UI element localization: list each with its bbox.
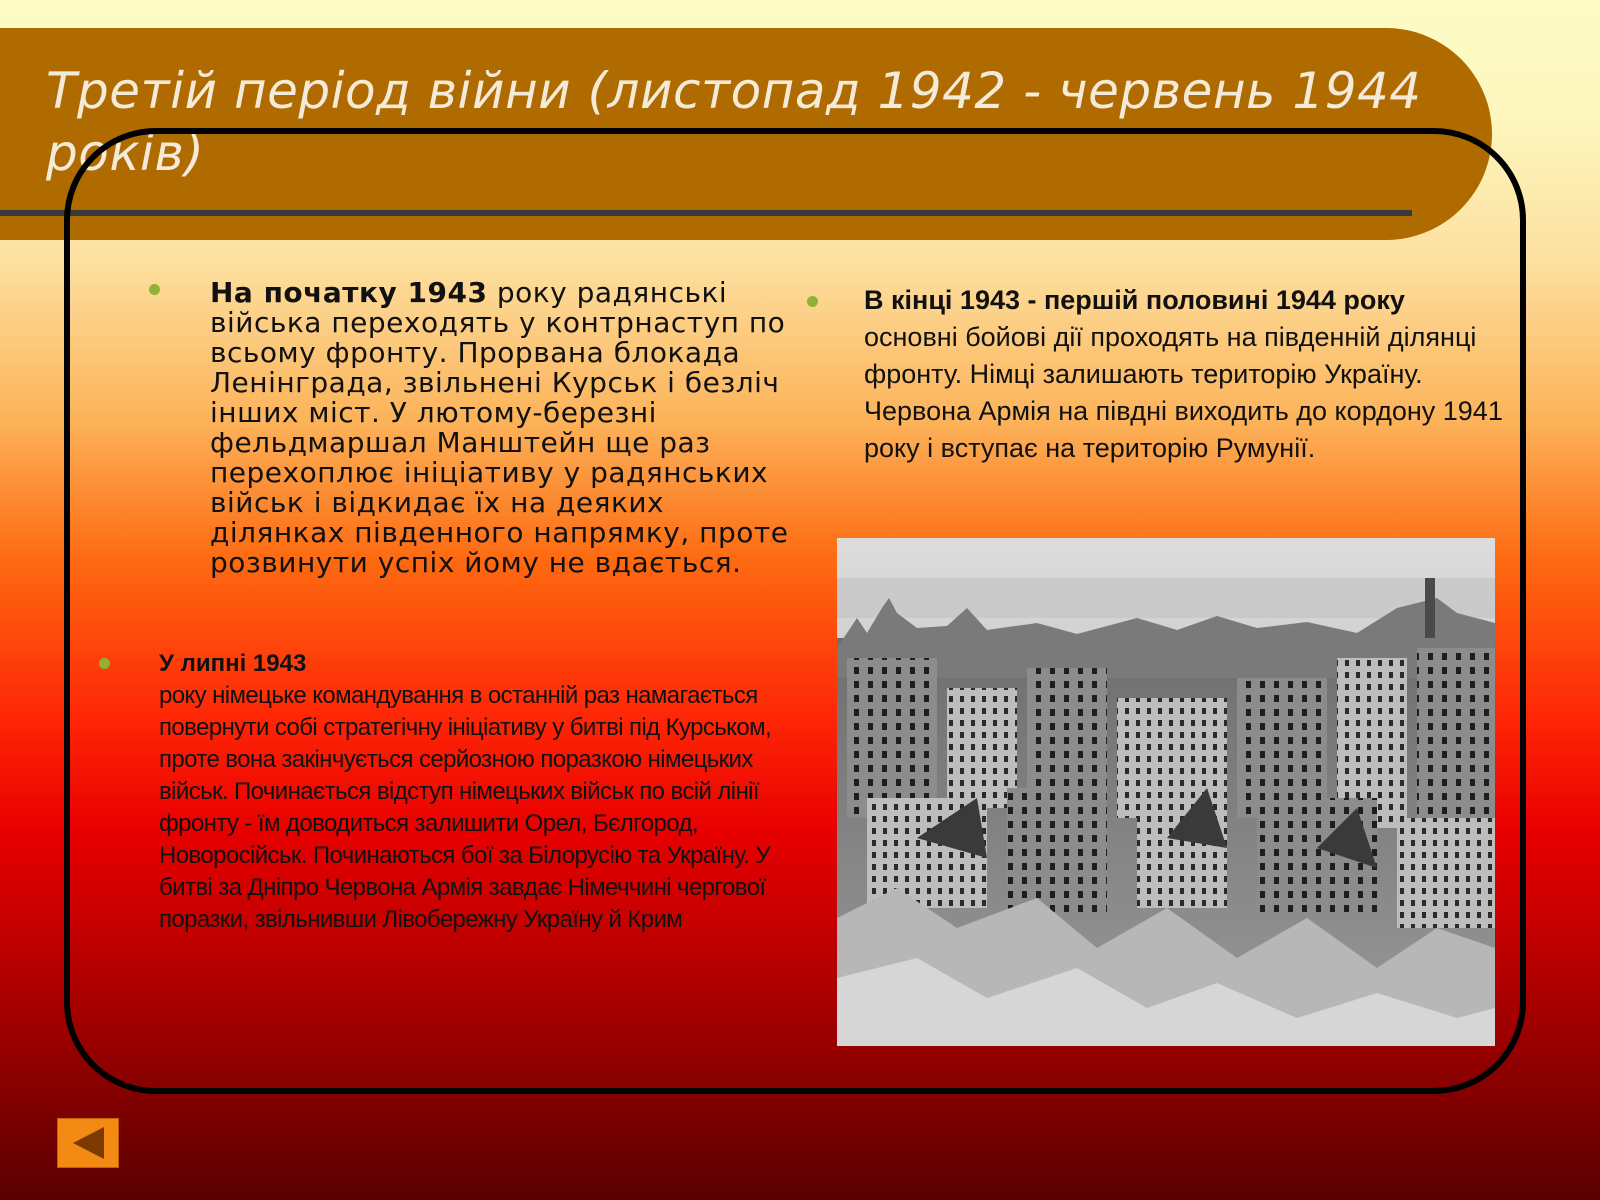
paragraph-text: року радянські війська переходять у контрнаступ по всьому фронту. Прорвана блокада Ленінграда, звільнені Курськ і безліч інших міст. У лютому-березні фельдмаршал Манштейн ще раз перехоплює ініціативу у радянських військ і відкидає їх на деяких ділянках південного напрямку, проте розвинути успіх йому не вдається. — [210, 276, 789, 579]
bullet-dot — [149, 284, 160, 295]
paragraph-text: року німецьке командування в останній раз намагається повернути собі стратегічну ініціативу у битві під Курськом, проте вона закінчується серйозною поразкою німецьких військ. Починається відступ німецьких військ по всій лінії фронту - їм доводиться залишити Орел, Бєлгород, Новоросійськ. Починаються бої за Білорусію та Україну. У битві за Дніпро Червона Армія завдає Німеччині чергової поразки, звільнивши Лівобережну Україну й Крим — [159, 682, 772, 933]
back-button[interactable] — [57, 1118, 119, 1168]
paragraph-july-1943 — [159, 648, 799, 936]
paragraph-lead: На початку 1943 — [210, 276, 488, 309]
slide-title: Третій період війни (листопад 1942 - червень 1944 років) — [46, 62, 1422, 182]
paragraph-text: основні бойові дії проходять на південній ділянці фронту. Німці залишають територію Україну. Червона Армія на півдні виходить до кордону 1941 року і вступає на територію Румунії. — [864, 322, 1503, 463]
triangle-left-icon — [58, 1119, 118, 1167]
bullet-dot — [807, 296, 818, 307]
paragraph-lead: В кінці 1943 - першій половині 1944 року — [864, 285, 1405, 315]
paragraph-end-1943 — [864, 282, 1504, 467]
paragraph-early-1943 — [210, 278, 790, 578]
ruined-city-photo — [837, 538, 1495, 1046]
paragraph-lead: У липні 1943 — [159, 650, 307, 677]
bullet-dot — [99, 658, 110, 669]
